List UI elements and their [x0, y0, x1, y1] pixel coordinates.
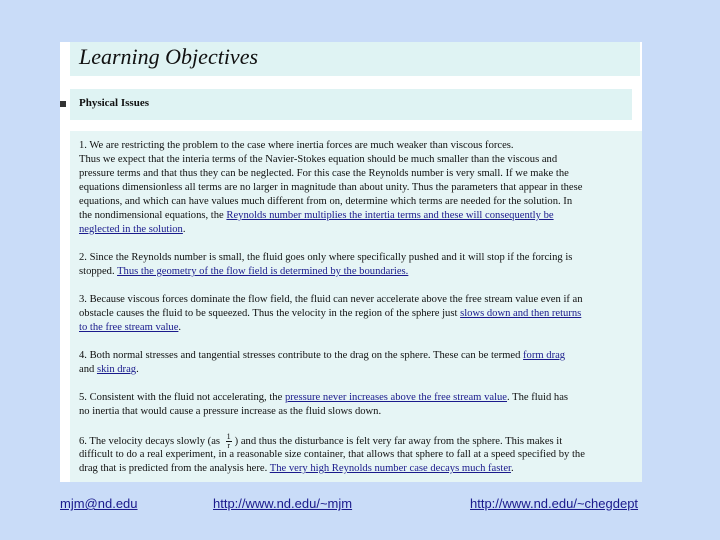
- p3-line-2: [79, 307, 642, 321]
- title-bar: [70, 42, 640, 76]
- free-stream-value-link[interactable]: to the free stream value: [79, 322, 179, 333]
- section-bar: [70, 89, 632, 120]
- geometry-flow-field-link[interactable]: Thus the geometry of the flow field is determined by the boundaries.: [117, 266, 409, 277]
- p1-line-7: [79, 223, 642, 237]
- high-reynolds-case-link[interactable]: The very high Reynolds number case decays much faster: [269, 463, 511, 474]
- p2-line-2: [79, 265, 642, 279]
- neglected-solution-link[interactable]: neglected in the solution: [79, 224, 183, 235]
- p1-line-2: Thus we expect that the interia terms of the Navier-Stokes equation should be much smaller than the viscous and: [79, 154, 558, 165]
- skin-drag-link[interactable]: skin drag: [96, 364, 137, 375]
- p1-line-6: [79, 209, 642, 223]
- slows-down-link[interactable]: slows down and then returns: [460, 308, 582, 319]
- p5-line-1-text: 5. Consistent with the fluid not accelerating, the: [79, 392, 285, 403]
- p4-line-1: [79, 349, 642, 363]
- slide-panel: [60, 42, 642, 482]
- period: .: [136, 364, 139, 375]
- p1-line-1: 1. We are restricting the problem to the case where inertia forces are much weaker than viscous forces.: [79, 140, 514, 151]
- p5-line-1: [79, 391, 642, 405]
- p5-line-1-tail: . The fluid has: [507, 392, 569, 403]
- p1-line-6-text: the nondimensional equations, the: [79, 210, 227, 221]
- p6-line-3-text: drag that is predicted from the analysis here.: [79, 463, 270, 474]
- period: .: [510, 463, 514, 474]
- period: .: [182, 224, 186, 235]
- form-drag-link[interactable]: form drag: [523, 350, 566, 361]
- p4-line-2: [79, 363, 642, 377]
- p1-line-4: equations dimensionless all terms are no larger in magnitude than about unity. Thus the parameters that appear in these: [79, 182, 583, 193]
- p1-line-3: pressure terms and that thus they can be neglected. For this case the Reynolds number is very small. If we make the: [79, 168, 569, 179]
- bullet-square-icon: [60, 101, 66, 107]
- fraction-denominator: r: [227, 441, 230, 450]
- period: .: [178, 322, 182, 333]
- p3-line-3: [79, 321, 642, 335]
- p1-line-5: equations, and which can have values much different from on, determine which terms are needed for the solution. In: [79, 196, 573, 207]
- p4-line-2-text: and: [79, 364, 97, 375]
- footer-email-link[interactable]: mjm@nd.edu: [60, 496, 138, 511]
- slide-title: Learning Objectives: [79, 44, 259, 69]
- p3-line-2-text: obstacle causes the fluid to be squeezed. Thus the velocity in the region of the sphere just: [79, 308, 461, 319]
- pressure-never-increases-link[interactable]: pressure never increases above the free stream value: [284, 392, 508, 403]
- section-heading: Physical Issues: [79, 97, 149, 109]
- p2-line-2-text: stopped.: [79, 266, 118, 277]
- p4-line-1-text: 4. Both normal stresses and tangential stresses contribute to the drag on the sphere. These can be termed: [79, 350, 524, 361]
- p6-line-2: difficult to do a real experiment, in a reasonable size container, that allows that sphere to fall at a speed specified by the: [79, 449, 585, 460]
- p6-line-3: [79, 462, 642, 476]
- footer-mjm-link[interactable]: http://www.nd.edu/~mjm: [213, 496, 353, 511]
- footer-chegdept-link[interactable]: http://www.nd.edu/~chegdept: [470, 496, 639, 511]
- content-box: [70, 131, 642, 482]
- p5-line-2: no inertia that would cause a pressure increase as the fluid slows down.: [79, 406, 382, 417]
- fraction-numerator: 1: [226, 432, 231, 441]
- p6-line-1-text-b: ) and thus the disturbance is felt very far away from the sphere. This makes it: [234, 435, 563, 447]
- reynolds-number-link[interactable]: Reynolds number multiplies the intertia terms and these will consequently be: [226, 210, 554, 221]
- p6-line-1-text-a: 6. The velocity decays slowly (as: [79, 435, 223, 447]
- p2-line-1: 2. Since the Reynolds number is small, the fluid goes only where specifically pushed and it will stop if the forcing is: [79, 252, 573, 263]
- p3-line-1: 3. Because viscous forces dominate the flow field, the fluid can never accelerate above the free stream value even if an: [79, 294, 583, 305]
